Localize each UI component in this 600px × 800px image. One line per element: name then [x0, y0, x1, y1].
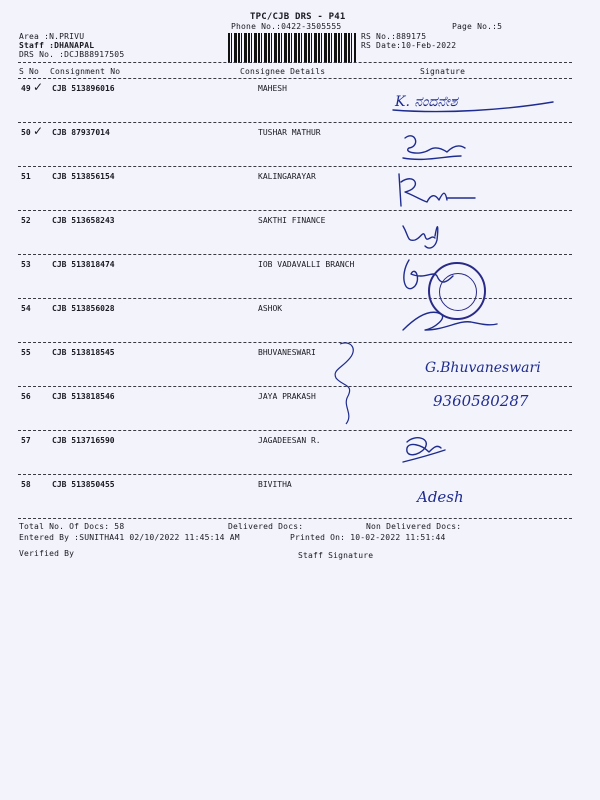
- row-serial: 56: [21, 392, 31, 401]
- phone-number: Phone No.:0422-3505555: [231, 22, 342, 31]
- column-header-consignee: Consignee Details: [240, 67, 326, 76]
- consignment-number: CJB 513818474: [52, 260, 115, 269]
- consignment-number: CJB 513856028: [52, 304, 115, 313]
- divider: [18, 78, 572, 79]
- entered-by: Entered By :SUNITHA41 02/10/2022 11:45:14 AM: [19, 533, 240, 542]
- page-number: Page No.:5: [452, 22, 503, 31]
- total-docs: Total No. Of Docs: 58: [19, 522, 125, 531]
- consignment-number: CJB 513896016: [52, 84, 115, 93]
- consignment-number: CJB 513716590: [52, 436, 115, 445]
- consignment-number: CJB 513818545: [52, 348, 115, 357]
- column-header-sno: S No: [19, 67, 40, 76]
- consignment-number: CJB 513850455: [52, 480, 115, 489]
- consignee-name: MAHESH: [258, 84, 287, 93]
- consignee-name: IOB VADAVALLI BRANCH: [258, 260, 355, 269]
- consignment-number: CJB 513856154: [52, 172, 115, 181]
- signature-51: [385, 168, 575, 212]
- consignee-name: TUSHAR MATHUR: [258, 128, 321, 137]
- staff-signature-label: Staff Signature: [298, 551, 374, 560]
- consignment-number: CJB 513658243: [52, 216, 115, 225]
- column-header-signature: Signature: [420, 67, 466, 76]
- consignee-name: KALINGARAYAR: [258, 172, 316, 181]
- verified-by: Verified By: [19, 549, 75, 558]
- signature-50: [385, 126, 575, 170]
- delivered-docs: Delivered Docs:: [228, 522, 304, 531]
- signature-text: 9360580287: [433, 392, 529, 410]
- rs-date: RS Date:10-Feb-2022: [361, 41, 457, 50]
- row-serial: 55: [21, 348, 31, 357]
- consignee-name: SAKTHI FINANCE: [258, 216, 326, 225]
- divider: [18, 62, 572, 63]
- consignee-name: JAGADEESAN R.: [258, 436, 321, 445]
- tick-mark: ✓: [33, 80, 44, 94]
- signature-text: K. ನಂದನೇಶ: [395, 94, 458, 110]
- signature-49: [385, 80, 575, 124]
- row-serial: 49: [21, 84, 31, 93]
- consignee-name: BIVITHA: [258, 480, 292, 489]
- signature-57: [385, 428, 575, 472]
- barcode: [228, 33, 356, 63]
- area-field: Area :N.PRIVU: [19, 32, 85, 41]
- row-serial: 52: [21, 216, 31, 225]
- row-serial: 51: [21, 172, 31, 181]
- rs-number: RS No.:889175: [361, 32, 427, 41]
- drs-number: DRS No. :DCJB88917505: [19, 50, 125, 59]
- row-serial: 50: [21, 128, 31, 137]
- consignee-name: ASHOK: [258, 304, 283, 313]
- consignment-number: CJB 87937014: [52, 128, 110, 137]
- signature-53: [385, 256, 575, 300]
- signature-text: Adesh: [417, 488, 464, 506]
- column-header-consignment: Consignment No: [50, 67, 121, 76]
- tick-mark: ✓: [33, 124, 44, 138]
- signature-58: [385, 474, 575, 518]
- staff-field: Staff :DHANAPAL: [19, 41, 95, 50]
- signature-55: [385, 338, 575, 382]
- signature-52: [385, 214, 575, 258]
- non-delivered-docs: Non Delivered Docs:: [366, 522, 462, 531]
- row-serial: 58: [21, 480, 31, 489]
- signature-text: G.Bhuvaneswari: [425, 360, 541, 376]
- consignee-name: BHUVANESWARI: [258, 348, 316, 357]
- consignee-name: JAYA PRAKASH: [258, 392, 316, 401]
- document-title: TPC/CJB DRS - P41: [250, 12, 346, 22]
- consignment-number: CJB 513818546: [52, 392, 115, 401]
- row-serial: 53: [21, 260, 31, 269]
- row-serial: 57: [21, 436, 31, 445]
- divider: [18, 518, 572, 519]
- signature-stroke: [320, 340, 380, 430]
- row-serial: 54: [21, 304, 31, 313]
- printed-on: Printed On: 10-02-2022 11:51:44: [290, 533, 446, 542]
- signature-56: [385, 384, 575, 428]
